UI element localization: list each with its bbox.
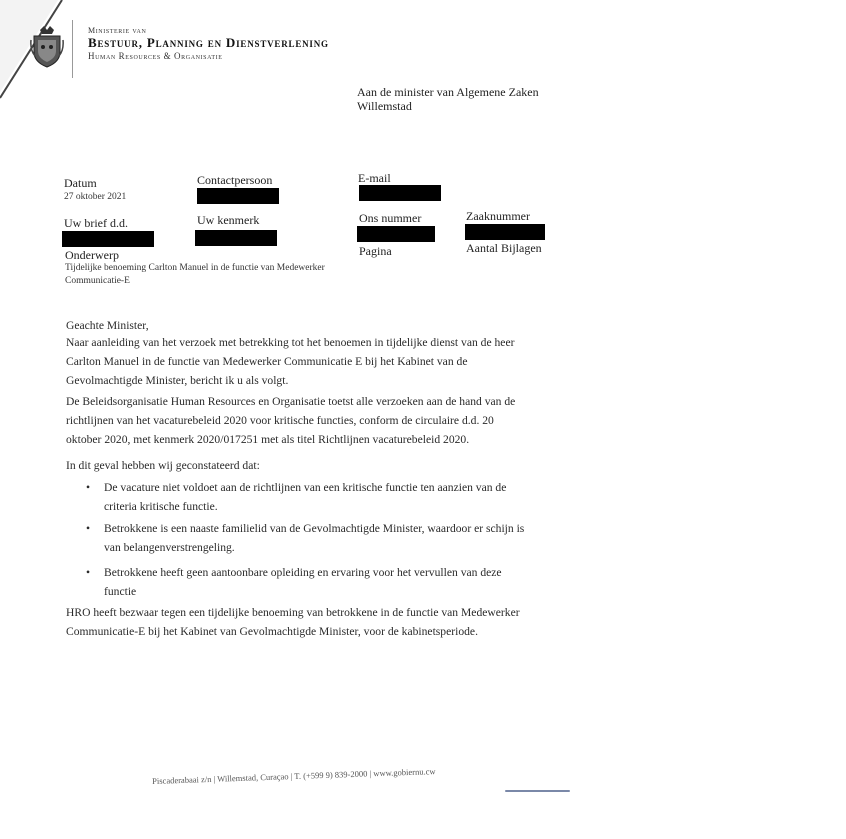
redaction-zaaknummer bbox=[465, 224, 545, 240]
ministry-name: Bestuur, Planning en Dienstverlening bbox=[88, 35, 329, 50]
paragraph-1 bbox=[66, 333, 571, 390]
redaction-ons-nummer bbox=[357, 226, 435, 242]
bullet-1-line-1: De vacature niet voldoet aan de richtlijnen van een kritische functie ten aanzien van de bbox=[104, 481, 507, 494]
letterhead-divider bbox=[72, 20, 73, 78]
paragraph-4-line-1: HRO heeft bezwaar tegen een tijdelijke benoeming van betrokkene in de functie van Medewerker bbox=[66, 606, 520, 619]
ministry-department: Human Resources & Organisatie bbox=[88, 51, 223, 61]
bullet-3-line-2: functie bbox=[104, 585, 137, 598]
paragraph-4-line-2: Communicatie-E bij het Kabinet van Gevolmachtigde Minister, voor de kabinetsperiode. bbox=[66, 625, 478, 638]
footer-address: Piscaderabaai z/n | Willemstad, Curaçao | T. (+599 9) 839-2000 | www.gobiernu.cw bbox=[152, 766, 436, 786]
coat-of-arms-icon bbox=[30, 26, 64, 68]
addressee-line-2: Willemstad bbox=[357, 99, 412, 113]
addressee-line-1: Aan de minister van Algemene Zaken bbox=[357, 85, 539, 99]
zaaknummer-label: Zaaknummer bbox=[466, 209, 530, 223]
datum-label: Datum bbox=[64, 176, 97, 190]
paragraph-2-line-3: oktober 2020, met kenmerk 2020/017251 met als titel Richtlijnen vacaturebeleid 2020. bbox=[66, 433, 470, 446]
paragraph-1-line-3: Gevolmachtigde Minister, bericht ik u als volgt. bbox=[66, 374, 289, 387]
paragraph-1-line-2: Carlton Manuel in de functie van Medewerker Communicatie E bij het Kabinet van de bbox=[66, 355, 468, 368]
bullet-icon: • bbox=[86, 566, 91, 579]
bullet-1-line-2: criteria kritische functie. bbox=[104, 500, 218, 513]
contactpersoon-label: Contactpersoon bbox=[197, 173, 273, 187]
paragraph-2 bbox=[66, 392, 571, 449]
bullet-icon: • bbox=[86, 522, 91, 535]
paragraph-3: In dit geval hebben wij geconstateerd dat: bbox=[66, 459, 260, 472]
bullet-2-line-2: van belangenverstrengeling. bbox=[104, 541, 235, 554]
salutation: Geachte Minister, bbox=[66, 319, 149, 332]
paragraph-1-line-1: Naar aanleiding van het verzoek met betrekking tot het benoemen in tijdelijke dienst van de heer bbox=[66, 336, 515, 349]
pagina-label: Pagina bbox=[359, 244, 392, 258]
uw-brief-label: Uw brief d.d. bbox=[64, 216, 128, 230]
onderwerp-line-2: Communicatie-E bbox=[65, 276, 130, 286]
paragraph-2-line-1: De Beleidsorganisatie Human Resources en Organisatie toetst alle verzoeken aan de hand van de bbox=[66, 395, 516, 408]
footer-accent-line bbox=[505, 790, 570, 792]
aantal-bijlagen-label: Aantal Bijlagen bbox=[466, 241, 542, 255]
bullet-2-line-1: Betrokkene is een naaste familielid van de Gevolmachtigde Minister, waardoor er schijn is bbox=[104, 522, 525, 535]
ons-nummer-label: Ons nummer bbox=[359, 211, 422, 225]
redaction-uw-brief bbox=[62, 231, 154, 247]
onderwerp-label: Onderwerp bbox=[65, 248, 119, 262]
redaction-uw-kenmerk bbox=[195, 230, 277, 246]
onderwerp-line-1: Tijdelijke benoeming Carlton Manuel in de functie van Medewerker bbox=[65, 263, 325, 273]
ministry-prefix: Ministerie van bbox=[88, 26, 147, 35]
bullet-3-line-1: Betrokkene heeft geen aantoonbare opleiding en ervaring voor het vervullen van deze bbox=[104, 566, 502, 579]
paragraph-4 bbox=[66, 603, 571, 641]
redaction-email bbox=[359, 185, 441, 201]
redaction-contactpersoon bbox=[197, 188, 279, 204]
email-label: E-mail bbox=[358, 171, 391, 185]
paragraph-2-line-2: richtlijnen van het vacaturebeleid 2020 voor kritische functies, conform de circulaire d.d. 20 bbox=[66, 414, 494, 427]
uw-kenmerk-label: Uw kenmerk bbox=[197, 213, 260, 227]
bullet-icon: • bbox=[86, 481, 91, 494]
datum-value: 27 oktober 2021 bbox=[64, 192, 127, 202]
